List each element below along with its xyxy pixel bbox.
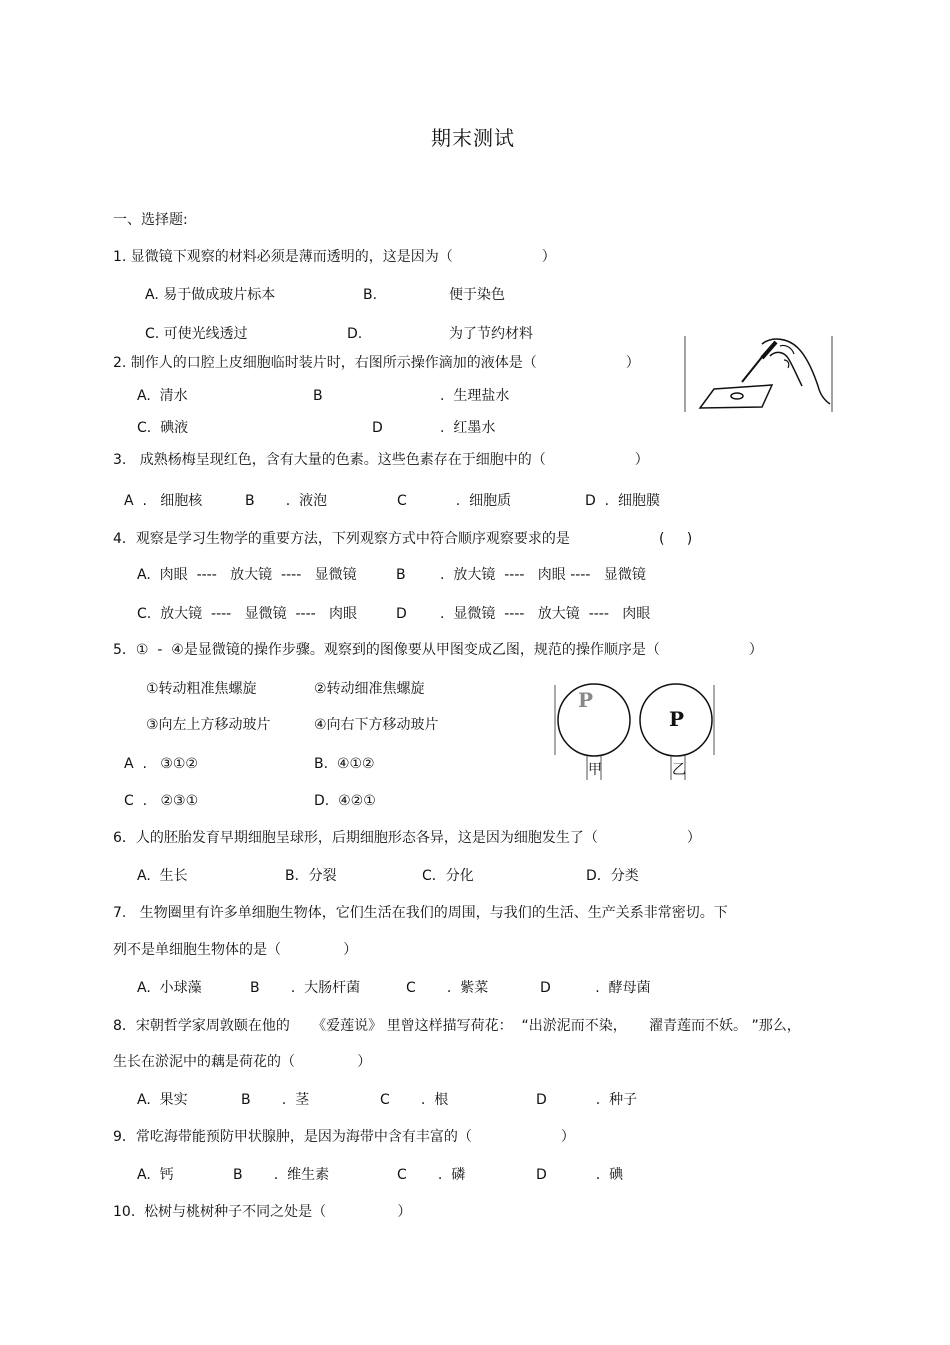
- q4-stem: 4．观察是学习生物学的重要方法，下列观察方式中符合顺序观察要求的是: [113, 531, 570, 547]
- q4-option-b-label: B: [396, 567, 406, 583]
- q4-paren: ( ): [659, 531, 693, 547]
- section-heading: 一、选择题:: [113, 212, 188, 228]
- q6-option-d: D．分类: [586, 868, 639, 884]
- q2-option-b-text: . 生理盐水: [440, 388, 510, 404]
- q8-stem-line1: 8．宋朝哲学家周敦颐在他的 《爱莲说》 里曾这样描写荷花： “出淤泥而不染， 濯青莲而不妖。 ”那么，: [113, 1018, 801, 1034]
- q7-option-c: C . 紫菜: [406, 980, 489, 996]
- q8-option-a: A. 果实: [137, 1092, 188, 1108]
- q7-stem-line2: 列不是单细胞生物体的是（ ）: [113, 942, 358, 958]
- dropper-slide-figure: [684, 334, 834, 414]
- q7-stem-line1: 7. 生物圈里有许多单细胞生物体，它们生活在我们的周围，与我们的生活、生产关系非常密切。下: [113, 905, 728, 921]
- q5-step-2: ②转动细准焦螺旋: [314, 681, 425, 697]
- q6-option-b: B．分裂: [285, 868, 337, 884]
- q3-option-d: D . 细胞膜: [585, 493, 661, 509]
- q9-option-b: B . 维生素: [233, 1167, 330, 1183]
- q5-option-d: D. ④②①: [314, 793, 376, 809]
- q3-option-c: C . 细胞质: [397, 493, 512, 509]
- q1-option-a: A. 易于做成玻片标本: [145, 287, 276, 303]
- q9-option-d: D . 碘: [536, 1167, 624, 1183]
- q1-option-d-text: 为了节约材料: [449, 326, 533, 342]
- q5-step-4: ④向右下方移动玻片: [314, 717, 439, 733]
- q4-option-d-label: D: [396, 606, 407, 622]
- page-title: 期末测试: [431, 126, 515, 150]
- q8-stem-line2: 生长在淤泥中的藕是荷花的（ ）: [113, 1054, 372, 1070]
- label-jia: 甲: [588, 762, 602, 778]
- q10-stem: 10. 松树与桃树种子不同之处是（ ）: [113, 1204, 412, 1220]
- q9-option-c: C . 磷: [397, 1167, 466, 1183]
- q5-step-1: ①转动粗准焦螺旋: [146, 681, 257, 697]
- q1-option-b-label: B.: [363, 287, 378, 303]
- q2-stem: 2. 制作人的口腔上皮细胞临时装片时，右图所示操作滴加的液体是（ ）: [113, 355, 640, 371]
- q9-stem: 9．常吃海带能预防甲状腺肿，是因为海带中含有丰富的（ ）: [113, 1129, 575, 1145]
- q3-option-a: A . 细胞核: [124, 493, 203, 509]
- q1-option-b-text: 便于染色: [449, 287, 505, 303]
- q4-option-b-text: . 放大镜 ---- 肉眼 ---- 显微镜: [440, 567, 646, 583]
- q8-option-c: C . 根: [380, 1092, 449, 1108]
- q2-option-a: A. 清水: [137, 388, 188, 404]
- q4-option-c: C. 放大镜 ---- 显微镜 ---- 肉眼: [137, 606, 358, 622]
- q2-option-b-label: B: [313, 388, 323, 404]
- q2-option-d-text: . 红墨水: [440, 420, 496, 436]
- sharp-letter-p: P: [669, 707, 685, 731]
- q5-stem: 5．① - ④是显微镜的操作步骤。观察到的图像要从甲图变成乙图，规范的操作顺序是（ ）: [113, 642, 763, 658]
- q1-stem: 1. 显微镜下观察的材料必须是薄而透明的，这是因为（ ）: [113, 249, 556, 265]
- q8-option-b: B . 茎: [241, 1092, 310, 1108]
- q2-option-c: C. 碘液: [137, 420, 189, 436]
- q5-option-b: B. ④①②: [314, 756, 375, 772]
- q6-stem: 6．人的胚胎发育早期细胞呈球形，后期细胞形态各异，这是因为细胞发生了（ ）: [113, 830, 701, 846]
- q1-option-d-label: D.: [347, 326, 363, 342]
- q9-option-a: A. 钙: [137, 1167, 174, 1183]
- q7-option-d: D . 酵母菌: [540, 980, 651, 996]
- q7-option-b: B . 大肠杆菌: [250, 980, 361, 996]
- q7-option-a: A. 小球藻: [137, 980, 202, 996]
- q4-option-a: A. 肉眼 ---- 放大镜 ---- 显微镜: [137, 567, 357, 583]
- blurred-letter-p: P: [578, 688, 594, 712]
- q6-option-a: A. 生长: [137, 868, 188, 884]
- q3-stem: 3. 成熟杨梅呈现红色，含有大量的色素。这些色素存在于细胞中的（ ）: [113, 452, 649, 468]
- q2-option-d-label: D: [372, 420, 383, 436]
- label-yi: 乙: [672, 762, 686, 778]
- q5-option-c: C . ②③①: [124, 793, 199, 809]
- q6-option-c: C．分化: [422, 868, 474, 884]
- q3-option-b: B . 液泡: [245, 493, 328, 509]
- field-circle-jia: [558, 684, 630, 756]
- q5-step-3: ③向左上方移动玻片: [146, 717, 271, 733]
- q4-option-d-text: . 显微镜 ---- 放大镜 ---- 肉眼: [440, 606, 651, 622]
- q8-option-d: D . 种子: [536, 1092, 638, 1108]
- q5-option-a: A . ③①②: [124, 756, 198, 772]
- q1-option-c: C. 可使光线透过: [145, 326, 248, 342]
- microscope-fields-figure: [554, 683, 718, 783]
